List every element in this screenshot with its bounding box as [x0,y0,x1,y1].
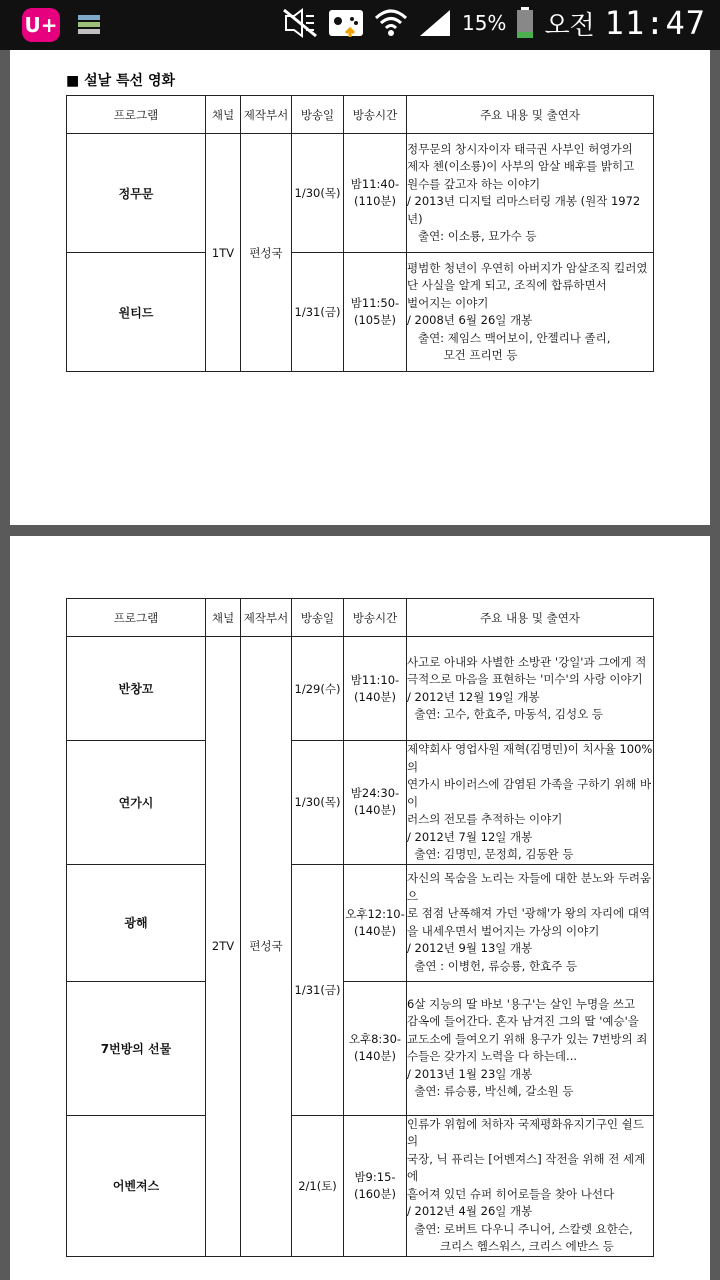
document-page-2 [10,536,710,1280]
header-channel: 채널 [206,599,241,637]
program-name: 원티드 [67,253,206,372]
wifi-icon [374,8,408,38]
air-date: 1/31(금) [292,864,344,1115]
uplus-logo: U+ [22,8,60,42]
battery-percent: 15% [461,11,507,35]
clock-ampm: 오전 [544,10,595,41]
clock-time: 11:47 [604,4,706,42]
air-date: 1/31(금) [292,253,344,372]
table-row [67,637,654,741]
header-program: 프로그램 [67,96,206,134]
header-channel: 채널 [206,96,241,134]
air-time: 밤11:40- (110분) [344,134,407,253]
air-time: 밤24:30- (140분) [344,741,407,865]
battery-icon [516,7,534,39]
schedule-table-1 [66,95,654,372]
schedule-table-2 [66,598,654,1257]
status-right [282,4,706,42]
mute-icon [282,8,318,38]
header-date: 방송일 [292,599,344,637]
header-dept: 제작부서 [241,599,292,637]
header-time: 방송시간 [344,96,407,134]
air-time: 밤9:15- (160분) [344,1115,407,1256]
table-row [67,134,654,253]
description: 평범한 청년이 우연히 아버지가 암살조직 킬러였 단 사실을 알게 되고, 조직에 합류하면서 벌어지는 이야기 / 2008년 6월 26일 개봉 출연: 제임스 맥어보이, 안젤리나 졸리, 모건 프리먼 등 [407,253,654,372]
dept-cell: 편성국 [241,134,292,372]
table-header-row [67,599,654,637]
channel-cell: 1TV [206,134,241,372]
description: 제약회사 영업사원 재혁(김명민)이 치사율 100%의 연가시 바이러스에 감염된 가족을 구하기 위해 바이 러스의 전모를 추적하는 이야기 / 2012년 7월 12일 개봉 출연: 김명민, 문정희, 김동완 등 [407,741,654,865]
air-date: 2/1(토) [292,1115,344,1256]
table-row [67,981,654,1115]
table-row [67,864,654,981]
description: 정무문의 창시자이자 태극권 사부인 허영가의 제자 첸(이소룡)이 사부의 암살 배후를 밝히고 원수를 갚고자 하는 이야기 / 2013년 디지털 리마스터링 개봉 (원작 1972년) 출연: 이소룡, 묘가수 등 [407,134,654,253]
status-bar [0,0,720,50]
program-name: 어벤져스 [67,1115,206,1256]
header-desc: 주요 내용 및 출연자 [407,96,654,134]
section-title: ■ 설날 특선 영화 [66,73,175,89]
dept-cell: 편성국 [241,637,292,1257]
table-row [67,1115,654,1256]
program-name: 반창꼬 [67,637,206,741]
air-time: 오후8:30- (140분) [344,981,407,1115]
description: 인류가 위험에 처하자 국제평화유지기구인 쉴드의 국장, 닉 퓨리는 [어벤져스] 작전을 위해 전 세계에 흩어져 있던 슈퍼 히어로들을 찾아 나선다 / 2012년 4월 26일 개봉 출연: 로버트 다우니 주니어, 스칼렛 요한슨, 크리스 헴스워스, 크리스 에반스 등 [407,1115,654,1256]
signal-icon [418,8,452,38]
air-time: 오후12:10- (140분) [344,864,407,981]
air-date: 1/30(목) [292,741,344,865]
header-dept: 제작부서 [241,96,292,134]
program-name: 7번방의 선물 [67,981,206,1115]
status-left [22,8,102,42]
program-name: 연가시 [67,741,206,865]
stack-icon [76,12,102,38]
program-name: 정무문 [67,134,206,253]
description: 사고로 아내와 사별한 소방관 '강일'과 그에게 적 극적으로 마음을 표현하는 '미수'의 사랑 이야기 / 2012년 12월 19일 개봉 출연: 고수, 한효주, 마동석, 김성오 등 [407,637,654,741]
table-header-row [67,96,654,134]
header-program: 프로그램 [67,599,206,637]
header-date: 방송일 [292,96,344,134]
air-date: 1/30(목) [292,134,344,253]
air-time: 밤11:50- (105분) [344,253,407,372]
air-date: 1/29(수) [292,637,344,741]
document-page-1 [10,50,710,525]
program-name: 광해 [67,864,206,981]
gamepad-upload-icon [328,7,364,39]
channel-cell: 2TV [206,637,241,1257]
header-desc: 주요 내용 및 출연자 [407,599,654,637]
description: 자신의 목숨을 노리는 자들에 대한 분노와 두려움으 로 점점 난폭해져 가던 '광해'가 왕의 자리에 대역 을 내세우면서 벌어지는 가상의 이야기 / 2012년 9월 13일 개봉 출연 : 이병헌, 류승룡, 한효주 등 [407,864,654,981]
table-row [67,253,654,372]
description: 6살 지능의 딸 바보 '용구'는 살인 누명을 쓰고 감옥에 들어간다. 혼자 남겨진 그의 딸 '예승'을 교도소에 들여오기 위해 용구가 있는 7번방의 죄 수들은 갖가지 노력을 다 하는데... / 2013년 1월 23일 개봉 출연: 류승룡, 박신혜, 갈소원 등 [407,981,654,1115]
air-time: 밤11:10- (140분) [344,637,407,741]
table-row [67,741,654,865]
header-time: 방송시간 [344,599,407,637]
